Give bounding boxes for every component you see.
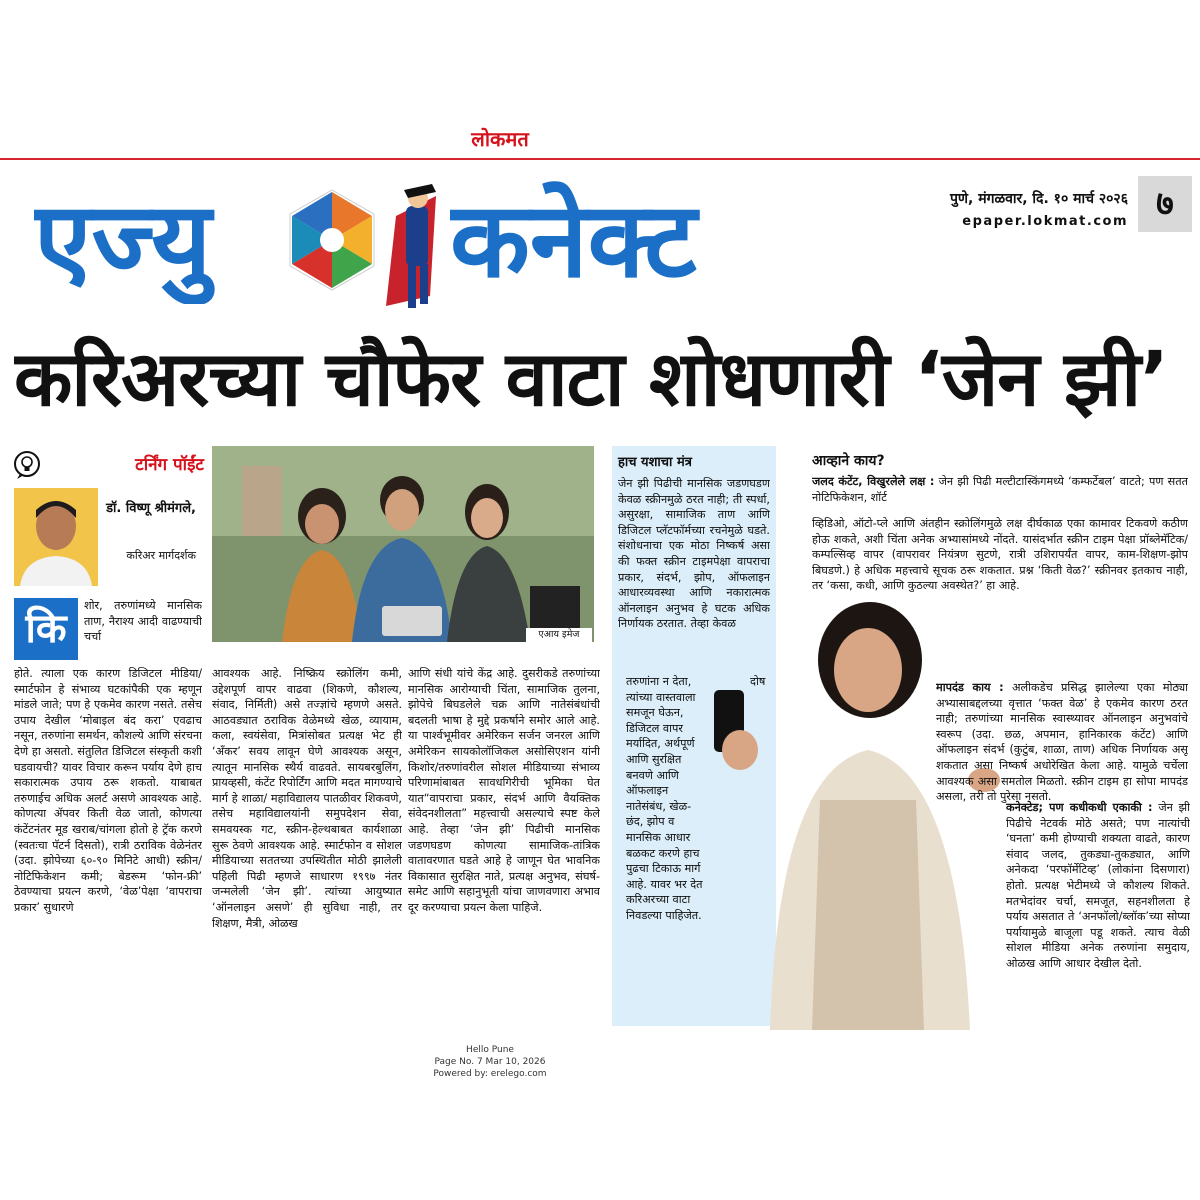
section-title-connect: कनेक्ट	[450, 179, 697, 301]
sidebar-word: दोष	[750, 675, 766, 688]
article-column-2: आवश्यक आहे. निष्क्रिय स्क्रोलिंग कमी, उद्देशपूर्ण वापर वाढवा (शिकणे, कौशल्य, संवाद, निर्मिती) असे तज्ज्ञांचे म्हणणे असते. आठवड्यात ठराविक वेळेमध्ये खेळ, व्यायाम, कला, स्वयंसेवा, मित्रांसोबत प्रत्यक्ष भेट ही ‘अँकर’ सवय लावून घेणे आवश्यक असून, त्यातून मानसिक स्थैर्य वाढवते. सायबरबुलिंग, प्रायव्हसी, कंटेंट रिपोर्टिंग आणि मदत मागण्याचे मार्ग हे शाळा/ महाविद्यालय पातळीवर शिकवणे, तसेच महाविद्यालयांनी समुपदेशन सेवा, समवयस्क गट, स्क्रीन-हेल्थबाबत कार्यशाळा सुरू ठेवणे आवश्यक आहे. स्मार्टफोन व सोशल मीडियाच्या सततच्या उपस्थितीत मोठी झालेली पहिली पिढी म्हणजे साधारण १९९७ नंतर जन्मलेली ‘जेन झी’. त्यांच्या आयुष्यात ‘ऑनलाइन असणे’ ही सुविधा नाही, तर शिक्षण, मैत्री, ओळख	[212, 667, 402, 930]
dateline: पुणे, मंगळवार, दि. १० मार्च २०२६	[949, 191, 1128, 207]
challenges-lead	[812, 474, 1188, 506]
dropcap: कि	[14, 598, 78, 660]
photo-credit: एआय इमेज	[526, 628, 592, 642]
connected-bold: कनेक्टेड; पण कधीकधी एकाकी :	[1006, 801, 1153, 814]
page-number-badge: ७	[1138, 176, 1192, 232]
footer-page-date: Page No. 7 Mar 10, 2026	[434, 1057, 546, 1067]
woman-with-phone-photo	[700, 600, 1000, 1030]
education-hexagon-icon	[284, 186, 380, 296]
connected-text: जेन झी पिढीचे नेटवर्क मोठे असते; पण नात्यांची ‘घनता’ कमी होण्याची शक्यता वाढते, कारण संवाद जलद, तुकड्या-तुकड्यात, आणि अनेकदा ‘परफॉर्मेटिव्ह’ (लोकांना दिसणारा) होतो. प्रत्यक्ष भेटीमध्ये जे कौशल्य शिकते. मतभेदांवर चर्चा, समजूत, सहनशीलता हे पर्याय असतात ते ‘अनफॉलो/ब्लॉक’च्या सोप्या पर्यायामुळे बाजूला पडू शकते. त्याच वेळी सोशल मीडिया अनेक तरुणांना समुदाय, ओळख आणि आधार देखील देतो.	[1006, 801, 1190, 970]
epaper-link[interactable]: epaper.lokmat.com	[962, 214, 1128, 229]
sidebar-title: हाच यशाचा मंत्र	[618, 455, 692, 470]
challenges-title: आव्हाने काय?	[812, 453, 885, 469]
headline: करिअरच्या चौफेर वाटा शोधणारी ‘जेन झी’	[14, 334, 1168, 423]
author-name: डॉ. विष्णू श्रीमंगले,	[106, 501, 196, 516]
footer-powered-by: Powered by: erelego.com	[433, 1069, 547, 1079]
masthead-rule	[0, 158, 1200, 160]
graduate-figure-icon	[376, 176, 452, 316]
turning-point-label: टर्निंग पॉईंट	[135, 455, 204, 475]
article-column-3: आणि संधी यांचे केंद्र आहे. दुसरीकडे तरुणांच्या मानसिक आरोग्याची चिंता, सामाजिक तुलना, झोपेचे बिघडलेले चक्र आणि नातेसंबंधांची बदलती भाषा हे मुद्दे प्रकर्षाने समोर आले आहे. या पार्श्वभूमीवर अमेरिकन सर्जन जनरल आणि अमेरिकन सायकोलॉजिकल असोसिएशन यांनी किशोर/तरुणांवरील सोशल मीडियाच्या संभाव्य परिणामांबाबत सावधगिरीची भूमिका घेत यात“वापराचा प्रकार, संदर्भ आणि वैयक्तिक संवेदनशीलता” महत्त्वाची असल्याचे स्पष्ट केले आहे. तेव्हा ‘जेन झी’ पिढीची मानसिक जडणघडण कोणत्या सामाजिक-तांत्रिक वातावरणात घडते आहे हे जाणून घेत भावनिक विकासात सुरक्षित नाते, प्रत्यक्ष अनुभव, संघर्ष-समेट आणि सहानुभूती यांचा जाणवणारा अभाव दूर करण्याचा प्रयत्न केला पाहिजे.	[408, 667, 600, 914]
challenges-body: व्हिडिओ, ऑटो-प्ले आणि अंतहीन स्क्रोलिंगमुळे लक्ष दीर्घकाळ एका कामावर टिकवणे कठीण होऊ शकते, अशी चिंता अनेक अभ्यासांमध्ये नोंदते. यासंदर्भात स्क्रीन टाइम पेक्षा प्रॉब्लेमॅटिक/कम्पल्सिव्ह वापर (वापरावर नियंत्रण सुटणे, रात्री उशिरापर्यंत वापर, काम-शिक्षण-झोप बिघडणे.) हे अधिक महत्त्वाचे सूचक ठरू शकतात. प्रश्न ‘किती वेळ?’ स्क्रीनवर इतकाच नाही, तर ‘कसा, कधी, आणि कुठल्या अवस्थेत?’ हा आहे.	[812, 517, 1188, 593]
students-photo	[212, 446, 594, 642]
sidebar-text-narrow: तरुणांना न देता, त्यांच्या वास्तवाला समजून घेऊन, डिजिटल वापर मर्यादित, अर्थपूर्ण आणि सुरक्षित बनवणे आणि ऑफलाइन नातेसंबंध, खेळ-छंद, झोप व मानसिक आधार बळकट करणे हाच पुढचा टिकाऊ मार्ग आहे. यावर भर देत करिअरच्या वाटा निवडल्या पाहिजेत.	[626, 675, 703, 922]
masthead-logo: लोकमत	[471, 127, 529, 151]
criteria-bold: मापदंड काय :	[936, 681, 1004, 694]
criteria-text: अलीकडेच प्रसिद्ध झालेल्या एका मोठ्या अभ्यासाबद्दलच्या वृत्तात ‘फक्त वेळ’ हे एकमेव कारण ठरत नाही; तरुणांच्या मानसिक स्वास्थ्यावर ऑनलाइन अनुभवांचे स्वरूप (उदा. छळ, अपमान, हानिकारक कंटेंट) आणि ऑफलाइन संदर्भ (कुटुंब, शाळा, ताण) अधिक निर्णायक असू शकतात असा निष्कर्ष अधोरेखित केला आहे. यामुळे चर्चेला आवश्यक असा समतोल मिळतो. स्क्रीन टाइम हा सोपा मापदंड असला, तरी तो पुरेसा नसतो.	[936, 681, 1188, 804]
author-photo	[14, 488, 98, 586]
criteria-paragraph	[936, 680, 1188, 814]
lightbulb-speech-icon	[12, 450, 42, 480]
connected-paragraph	[1006, 800, 1190, 1016]
article-lead: शोर, तरुणांमध्ये मानसिक ताण, नैराश्य आदी वाढण्याची चर्चा	[84, 599, 202, 644]
challenges-lead-text: जेन झी पिढी मल्टीटास्किंगमध्ये ‘कम्फर्टेबल’ वाटते; पण सतत नोटिफिकेशन, शॉर्ट	[812, 475, 1188, 504]
article-column-1: होते. त्याला एक कारण डिजिटल मीडिया/स्मार्टफोन हे संभाव्य घटकांपैकी एक म्हणून मांडले जाते; पण हे एकमेव कारण नसते. तसेच उपाय देखील ‘मोबाइल बंद करा’ एवढाच नसून, तरुणांना समर्थन, कौशल्ये आणि संरचना देणे हा असतो. संतुलित डिजिटल संस्कृती कशी घडवायची? यावर विचार करून पर्याय देणे हाच सकारात्मक उपाय ठरू शकतो. याबाबत तरुणाईच अधिक अलर्ट असणे आवश्यक आहे. कोणत्या ॲपवर किती वेळ जातो, कोणत्या कंटेंटनंतर मूड खराब/चांगला होतो हे ट्रॅक करणे (स्वतःचा पॅटर्न दिसतो), रात्री ठराविक वेळेनंतर (उदा. झोपेच्या ६०-९० मिनिटे आधी) स्क्रीन/नोटिफिकेशन कमी; बेडरूम ‘फोन-फ्री’ ठेवण्याचा प्रयत्न करणे, ‘वेळ’पेक्षा ‘वापराचा प्रकार’ सुधारणे	[14, 667, 202, 914]
page-footer	[380, 1044, 600, 1084]
sidebar-text-top: जेन झी पिढीची मानसिक जडणघडण केवळ स्क्रीनमुळे ठरत नाही; ती स्पर्धा, असुरक्षा, सामाजिक ताण आणि डिजिटल प्लॅटफॉर्मच्या रचनेमुळे घडते. संशोधनाचा एक मोठा निष्कर्ष असा की फक्त स्क्रीन टाइमपेक्षा वापराचा प्रकार, संदर्भ, झोप, ऑफलाइन आधारव्यवस्था आणि नकारात्मक ऑनलाइन अनुभव हे घटक अधिक निर्णायक ठरतात. तेव्हा केवळ	[618, 477, 770, 631]
section-title-edu: एज्यु	[34, 179, 212, 301]
challenges-lead-bold: जलद कंटेंट, विखुरलेले लक्ष :	[812, 475, 935, 488]
author-role: करिअर मार्गदर्शक	[126, 549, 196, 562]
footer-edition: Hello Pune	[466, 1045, 514, 1055]
